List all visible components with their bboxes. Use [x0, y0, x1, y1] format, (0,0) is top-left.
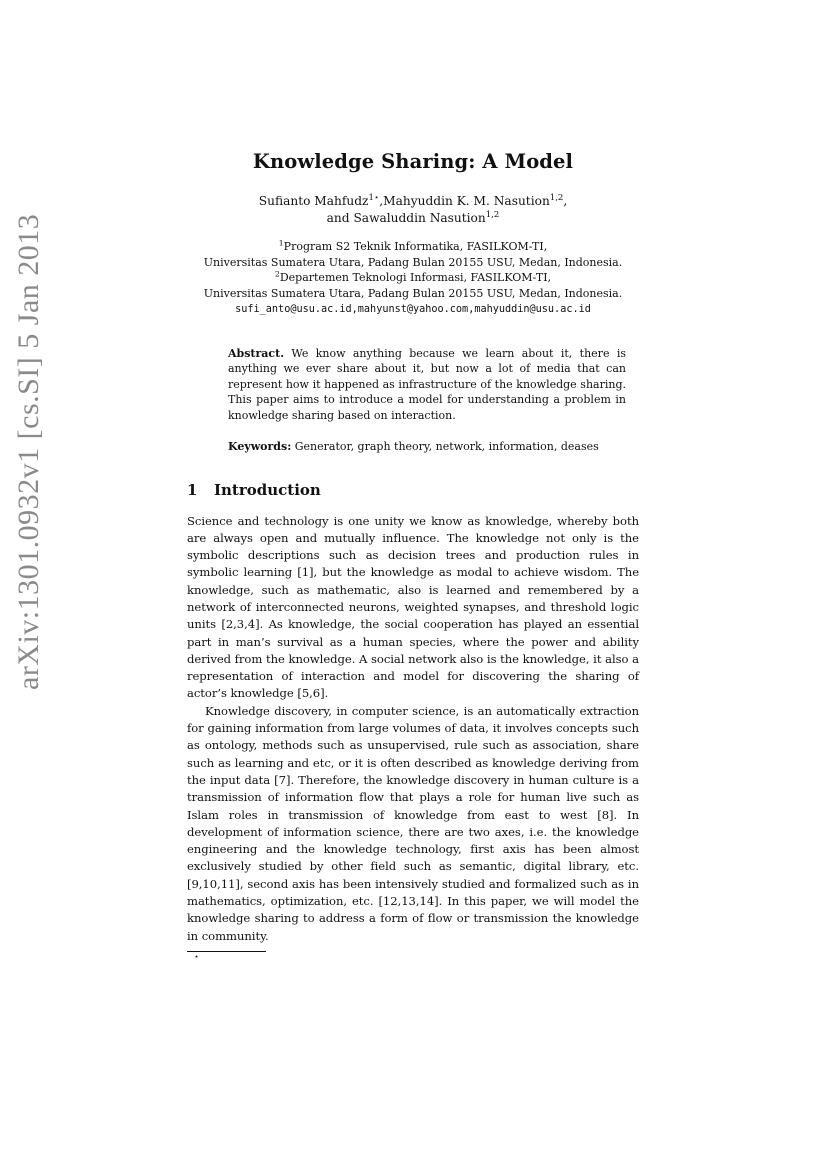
footnote-mark: ⋆ — [194, 951, 200, 961]
author-2-sup: 1,2 — [549, 192, 564, 203]
affil-2-line2: Universitas Sumatera Utara, Padang Bulan 20155 USU, Medan, Indonesia. — [203, 286, 623, 300]
abstract-text: We know anything because we learn about it, there is anything we ever share about it, but now a lot of media that can represent how it happened as infrastructure of the knowledge sharing. This paper aims to introduce a model for understanding a problem in knowledge sharing based on interaction. — [228, 346, 626, 422]
keywords-label: Keywords: — [228, 440, 292, 453]
affil-1-line1: Program S2 Teknik Informatika, FASILKOM-TI, — [283, 240, 548, 253]
paragraph-2: Knowledge discovery, in computer science, is an automatically extraction for gaining information from large volumes of data, it involves concepts such as ontology, methods such as unsupervised, rule such as association, share such as learning and etc, or it is often described as knowledge deriving from the input data [7]. Therefore, the knowledge discovery in human culture is a transmission of information flow that plays a role for human live such as Islam roles in transmission of knowledge from east to west [8]. In development of information science, there are two axes, i.e. the knowledge engineering and the knowledge technology, first axis has been almost exclusively studied by other field such as semantic, digital library, etc. [9,10,11], second axis has been intensively studied and formalized such as in mathematics, optimization, etc. [12,13,14]. In this paper, we will model the knowledge sharing to address a form of flow or transmission the knowledge in community. — [187, 703, 639, 943]
affil-2-sup: 2 — [274, 269, 280, 279]
author-sep: , — [563, 194, 568, 208]
paper-title: Knowledge Sharing: A Model — [252, 150, 574, 173]
paper-page — [187, 150, 639, 962]
section-heading — [187, 481, 639, 499]
author-3: and Sawaluddin Nasution — [326, 211, 486, 225]
affil-1-line2: Universitas Sumatera Utara, Padang Bulan 20155 USU, Medan, Indonesia. — [203, 255, 623, 269]
affil-2-line1: Departemen Teknologi Informasi, FASILKOM-TI, — [279, 271, 552, 284]
section-number: 1 — [187, 480, 198, 499]
author-1-sup: 1⋆ — [368, 192, 380, 203]
paragraph-1: Science and technology is one unity we know as knowledge, whereby both are always open and mutually influence. The knowledge not only is the symbolic descriptions such as decision trees and production rules in symbolic learning [1], but the knowledge as modal to achieve wisdom. The knowledge, such as mathematic, also is learned and remembered by a network of interconnected neurons, weighted synapses, and threshold logic units [2,3,4]. As knowledge, the social cooperation has played an essential part in man’s survival as a human species, where the power and ability derived from the knowledge. A social network also is the knowledge, it also a representation of interaction and model for discovering the sharing of actor’s knowledge [5,6]. — [187, 513, 639, 701]
affil-1-sup: 1 — [278, 238, 284, 248]
abstract-label: Abstract. — [228, 346, 285, 360]
section-title: Introduction — [214, 480, 321, 499]
author-emails: sufi_anto@usu.ac.id,mahyunst@yahoo.com,mahyuddin@usu.ac.id — [235, 304, 591, 315]
abstract — [228, 346, 626, 424]
keywords-text: Generator, graph theory, network, information, deases — [291, 440, 599, 453]
author-1: Sufianto Mahfudz — [258, 194, 369, 208]
keywords — [228, 439, 626, 455]
author-2: ,Mahyuddin K. M. Nasution — [379, 194, 550, 208]
affiliations — [187, 239, 639, 318]
author-list — [187, 193, 639, 227]
arxiv-id-text: arXiv:1301.0932v1 [cs.SI] 5 Jan 2013 — [12, 213, 45, 690]
author-3-sup: 1,2 — [485, 209, 500, 220]
